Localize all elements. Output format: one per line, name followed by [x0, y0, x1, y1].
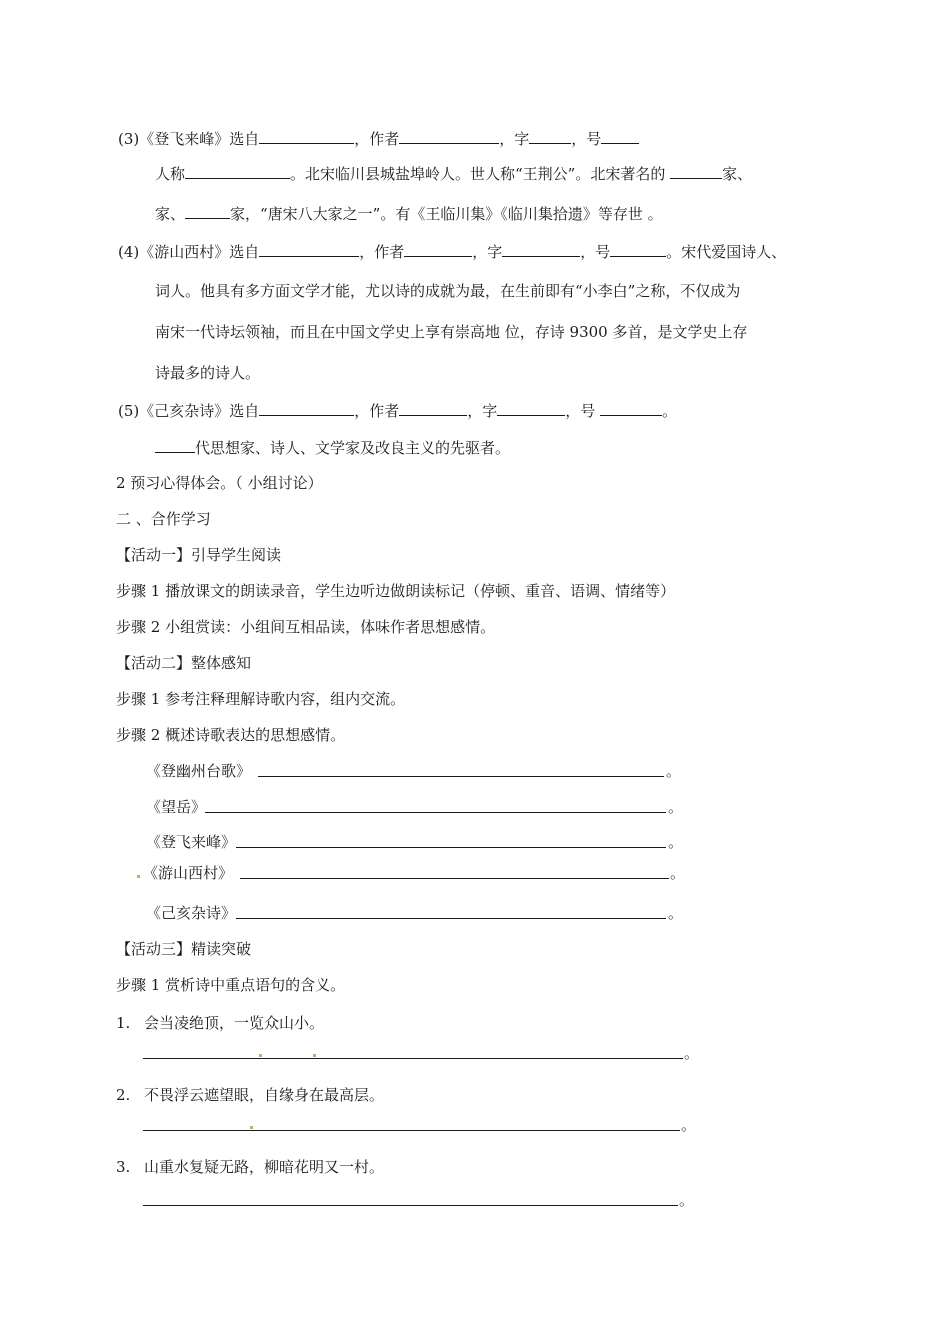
line-number: 1. — [116, 1014, 131, 1032]
q3-line-1: (3)《登飞来峰》选自 ，作者 ，字 ，号 — [118, 128, 639, 149]
q5-hao-blank[interactable] — [600, 400, 662, 416]
period: 。 — [681, 1116, 697, 1134]
poem-answer-line[interactable] — [236, 847, 666, 848]
q4-source-blank[interactable] — [259, 241, 359, 257]
q5-author-blank[interactable] — [399, 400, 467, 416]
q5-dynasty-blank[interactable] — [155, 437, 195, 453]
line-number: 2. — [116, 1086, 131, 1104]
q3-source-blank[interactable] — [259, 128, 354, 144]
q3-author-blank[interactable] — [399, 128, 499, 144]
q5-zi-blank[interactable] — [497, 400, 565, 416]
q4-hao-blank[interactable] — [610, 241, 666, 257]
poem-label: 《登飞来峰》 — [146, 833, 237, 851]
poem-label: 《登幽州台歌》 — [146, 762, 252, 780]
q3-nickname-blank[interactable] — [185, 163, 290, 179]
poem-line: 会当凌绝顶，一览众山小。 — [144, 1014, 325, 1032]
activity-2-title: 【活动二】整体感知 — [116, 654, 252, 672]
scan-speck — [313, 1054, 316, 1057]
period: 。 — [666, 762, 682, 780]
period: 。 — [668, 798, 684, 816]
line-answer-line[interactable] — [143, 1130, 680, 1131]
q3-line-3: 家、 家，“唐宋八大家之一”。有《王临川集》《临川集拾遗》等存世 。 — [155, 205, 663, 223]
period: 。 — [668, 833, 684, 851]
q3-zi-blank[interactable] — [529, 128, 571, 144]
poem-answer-line[interactable] — [205, 812, 666, 813]
q4-line-3: 南宋一代诗坛领袖，而且在中国文学史上享有崇高地 位，存诗 9300 多首，是文学史上存 — [155, 323, 748, 341]
q3-line-2: 人称 。北宋临川县城盐埠岭人。世人称“王荆公”。北宋著名的 家、 — [155, 165, 753, 183]
poem-answer-line[interactable] — [240, 878, 669, 879]
poem-answer-line[interactable] — [236, 918, 666, 919]
poem-answer-line[interactable] — [258, 776, 664, 777]
q4-line-4: 诗最多的诗人。 — [155, 364, 261, 382]
scan-speck — [259, 1054, 262, 1057]
q5-source-blank[interactable] — [259, 400, 354, 416]
preview-heading: 2 预习心得体会。（ 小组讨论） — [116, 474, 323, 492]
poem-line: 山重水复疑无路，柳暗花明又一村。 — [144, 1158, 385, 1176]
activity-2-step-1: 步骤 1 参考注释理解诗歌内容，组内交流。 — [116, 690, 406, 708]
q4-zi-blank[interactable] — [502, 241, 580, 257]
q5-line-1: (5)《己亥杂诗》选自 ，作者 ，字 ，号 。 — [118, 402, 678, 420]
period: 。 — [684, 1044, 700, 1062]
q3-jia1-blank[interactable] — [670, 163, 722, 179]
activity-1-title: 【活动一】引导学生阅读 — [116, 546, 282, 564]
period: 。 — [670, 864, 686, 882]
q5-line-2: 代思想家、诗人、文学家及改良主义的先驱者。 — [155, 437, 510, 458]
activity-3-step-1: 步骤 1 赏析诗中重点语句的含义。 — [116, 976, 346, 994]
poem-label: 《己亥杂诗》 — [146, 904, 237, 922]
scan-speck — [137, 875, 140, 878]
period: 。 — [668, 904, 684, 922]
q3-jia2-blank[interactable] — [185, 203, 230, 219]
section-heading: 二 、合作学习 — [116, 510, 211, 528]
line-answer-line[interactable] — [143, 1058, 683, 1059]
period: 。 — [679, 1191, 695, 1209]
activity-1-step-2: 步骤 2 小组赏读：小组间互相品读，体味作者思想感情。 — [116, 618, 496, 636]
q4-author-blank[interactable] — [404, 241, 472, 257]
line-number: 3. — [116, 1158, 131, 1176]
q4-line-1: (4)《游山西村》选自 ，作者 ，字 ，号 。宋代爱国诗人、 — [118, 243, 787, 261]
q3-hao-blank[interactable] — [601, 128, 639, 144]
activity-3-title: 【活动三】精读突破 — [116, 940, 252, 958]
poem-label: 《游山西村》 — [143, 864, 234, 882]
poem-line: 不畏浮云遮望眼，自缘身在最高层。 — [144, 1086, 385, 1104]
poem-label: 《望岳》 — [146, 798, 207, 816]
activity-1-step-1: 步骤 1 播放课文的朗读录音，学生边听边做朗读标记（停顿、重音、语调、情绪等） — [116, 582, 676, 600]
q4-line-2: 词人。他具有多方面文学才能，尤以诗的成就为最，在生前即有“小李白”之称，不仅成为 — [155, 282, 741, 300]
activity-2-step-2: 步骤 2 概述诗歌表达的思想感情。 — [116, 726, 346, 744]
scan-speck — [250, 1126, 253, 1129]
line-answer-line[interactable] — [143, 1205, 678, 1206]
